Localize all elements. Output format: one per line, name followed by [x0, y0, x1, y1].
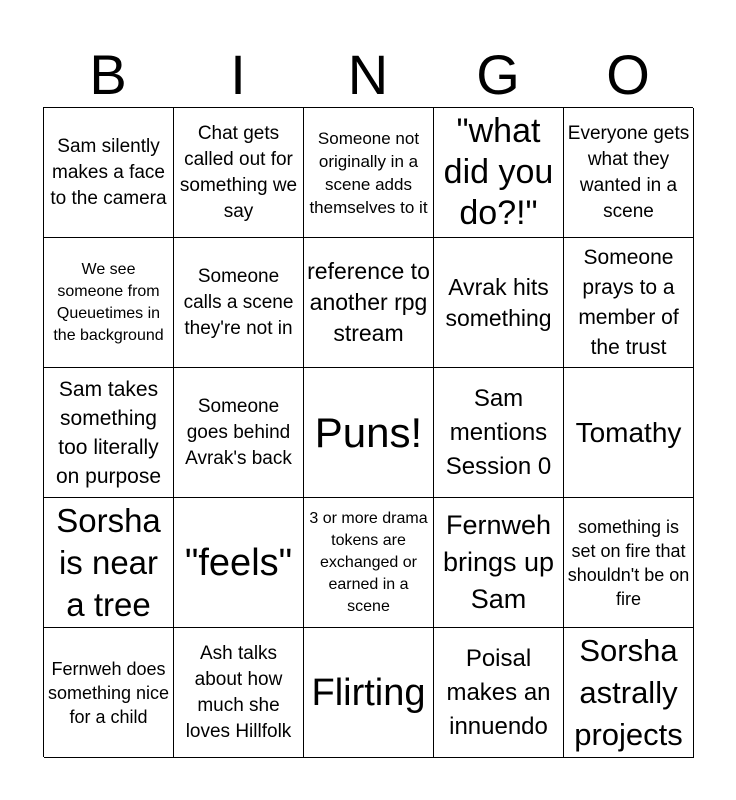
bingo-cell-r2-c2[interactable]: [174, 238, 304, 368]
bingo-cell-text: Sam mentions Session 0: [445, 384, 552, 480]
bingo-cell-r5-c4[interactable]: [434, 628, 564, 758]
bingo-cell-r1-c1[interactable]: [44, 108, 174, 238]
bingo-board: [43, 107, 693, 757]
header-letter-o: O: [606, 43, 650, 106]
bingo-cell-r4-c2[interactable]: [174, 498, 304, 628]
bingo-cell-r1-c3[interactable]: [304, 108, 434, 238]
bingo-cell-r4-c1[interactable]: [44, 498, 174, 628]
header-letter-i: I: [230, 43, 246, 106]
bingo-cell-text: Ash talks about how much she loves Hillfolk: [185, 642, 292, 742]
bingo-cell-r2-c3[interactable]: [304, 238, 434, 368]
bingo-cell-r1-c2[interactable]: [174, 108, 304, 238]
bingo-cell-r5-c5[interactable]: [564, 628, 694, 758]
bingo-cell-text: Fernweh brings up Sam: [442, 510, 555, 614]
bingo-cell-r3-c4[interactable]: [434, 368, 564, 498]
bingo-cell-r5-c3[interactable]: [304, 628, 434, 758]
bingo-cell-text: Fernweh does something nice for a child: [47, 658, 170, 727]
bingo-cell-r3-c5[interactable]: [564, 368, 694, 498]
bingo-cell-r4-c5[interactable]: [564, 498, 694, 628]
bingo-cell-text: Chat gets called out for something we say: [179, 122, 298, 222]
bingo-cell-r1-c5[interactable]: [564, 108, 694, 238]
bingo-cell-text: Sorsha astrally projects: [574, 632, 683, 752]
bingo-cell-text: Tomathy: [575, 416, 682, 448]
header-letter-b: B: [89, 43, 127, 106]
bingo-cell-r3-c3[interactable]: [304, 368, 434, 498]
bingo-cell-r4-c4[interactable]: [434, 498, 564, 628]
header-letter-g: G: [476, 43, 520, 106]
bingo-cell-text: "what did you do?!": [443, 112, 554, 232]
bingo-cell-text: something is set on fire that shouldn't be on fire: [567, 516, 690, 609]
bingo-cell-text: Someone not originally in a scene adds themselves to it: [309, 128, 428, 217]
bingo-cell-text: Someone calls a scene they're not in: [183, 265, 294, 339]
bingo-cell-text: Sam takes something too literally on purpose: [55, 377, 162, 488]
bingo-cell-r5-c2[interactable]: [174, 628, 304, 758]
bingo-cell-text: "feels": [184, 541, 293, 584]
bingo-cell-text: Flirting: [311, 671, 426, 714]
bingo-cell-r4-c3[interactable]: [304, 498, 434, 628]
header-letter-n: N: [347, 43, 389, 106]
bingo-cell-text: Poisal makes an innuendo: [446, 644, 551, 740]
bingo-cell-r2-c1[interactable]: [44, 238, 174, 368]
bingo-cell-text: Avrak hits something: [445, 273, 552, 331]
bingo-cell-text: 3 or more drama tokens are exchanged or earned in a scene: [309, 509, 428, 615]
bingo-cell-text: Sam silently makes a face to the camera: [50, 135, 167, 209]
bingo-cell-text: Puns!: [314, 408, 423, 456]
bingo-cell-r3-c2[interactable]: [174, 368, 304, 498]
bingo-header: [43, 44, 693, 106]
bingo-cell-text: Everyone gets what they wanted in a scene: [567, 122, 690, 222]
bingo-cell-text: Sorsha is near a tree: [56, 501, 161, 623]
bingo-cell-r1-c4[interactable]: [434, 108, 564, 238]
bingo-cell-text: Someone goes behind Avrak's back: [185, 395, 292, 469]
bingo-cell-r3-c1[interactable]: [44, 368, 174, 498]
bingo-cell-text: Someone prays to a member of the trust: [578, 245, 679, 359]
bingo-cell-r2-c5[interactable]: [564, 238, 694, 368]
bingo-cell-r5-c1[interactable]: [44, 628, 174, 758]
bingo-cell-text: We see someone from Queuetimes in the background: [53, 260, 164, 344]
bingo-cell-r2-c4[interactable]: [434, 238, 564, 368]
bingo-cell-text: reference to another rpg stream: [307, 258, 430, 346]
